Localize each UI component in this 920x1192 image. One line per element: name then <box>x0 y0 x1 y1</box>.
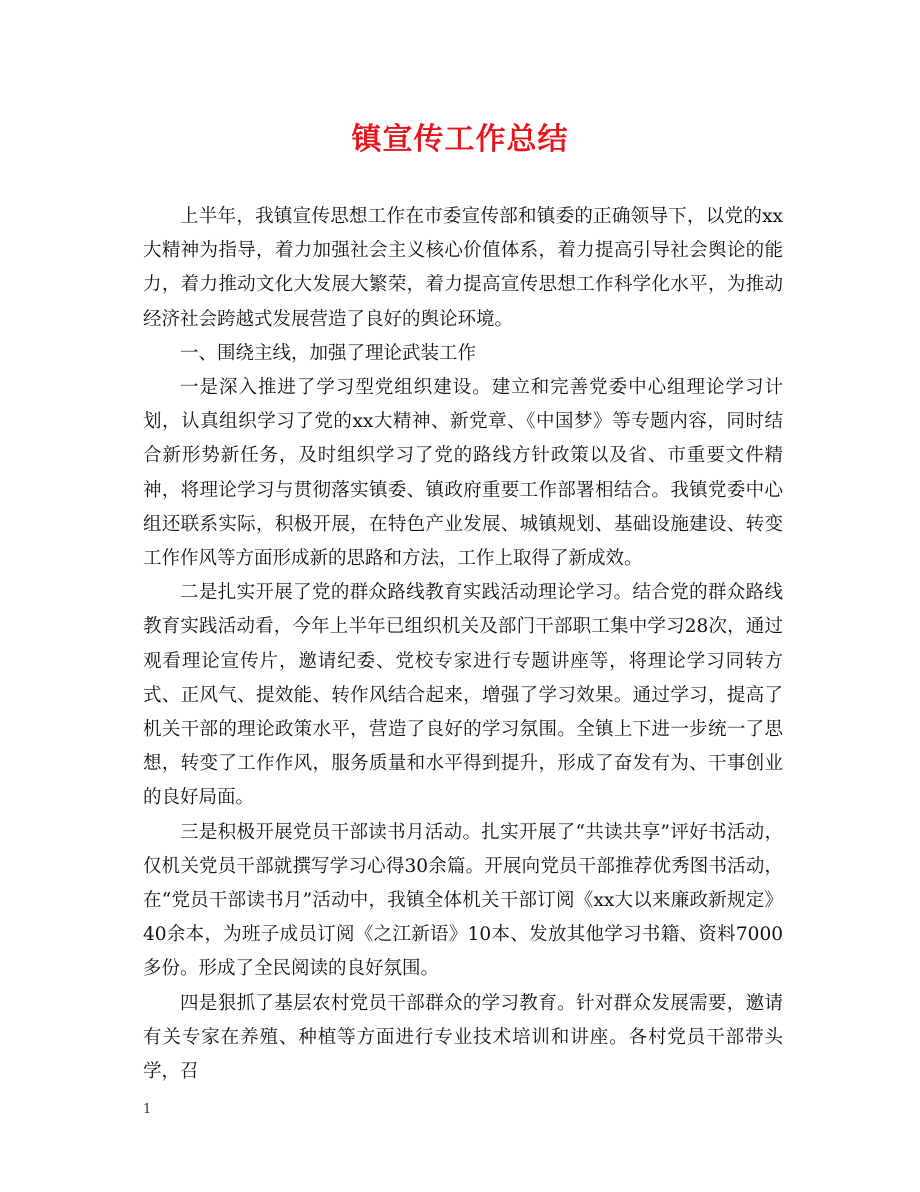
body-paragraph: 一是深入推进了学习型党组织建设。建立和完善党委中心组理论学习计划，认真组织学习了党的xx大精神、新党章、《中国梦》等专题内容，同时结合新形势新任务，及时组织学习了党的路线方针政策以及省、市重要文件精神，将理论学习与贯彻落实镇委、镇政府重要工作部署相结合。我镇党委中心组还联系实际，积极开展，在特色产业发展、城镇规划、基础设施建设、转变工作作风等方面形成新的思路和方法，工作上取得了新成效。 <box>143 377 783 570</box>
document-title: 镇宣传工作总结 <box>351 122 569 157</box>
intro-paragraph: 上半年，我镇宣传思想工作在市委宣传部和镇委的正确领导下，以党的xx大精神为指导，着力加强社会主义核心价值体系，着力提高引导社会舆论的能力，着力推动文化大发展大繁荣，着力提高宣传思想工作科学化水平，为推动经济社会跨越式发展营造了良好的舆论环境。 <box>143 206 783 330</box>
body-paragraph: 三是积极开展党员干部读书月活动。扎实开展了“共读共享”评好书活动，仅机关党员干部就撰写学习心得30余篇。开展向党员干部推荐优秀图书活动，在“党员干部读书月”活动中，我镇全体机关干部订阅《xx大以来廉政新规定》40余本，为班子成员订阅《之江新语》10本、发放其他学习书籍、资料7000多份。形成了全民阅读的良好氛围。 <box>143 821 783 980</box>
document-body <box>143 200 783 1089</box>
page-number: 1 <box>143 1102 152 1117</box>
body-paragraph: 二是扎实开展了党的群众路线教育实践活动理论学习。结合党的群众路线教育实践活动看，今年上半年已组织机关及部门干部职工集中学习28次，通过观看理论宣传片，邀请纪委、党校专家进行专题讲座等，将理论学习同转方式、正风气、提效能、转作风结合起来，增强了学习效果。通过学习，提高了机关干部的理论政策水平，营造了良好的学习氛围。全镇上下进一步统一了思想，转变了工作作风，服务质量和水平得到提升，形成了奋发有为、干事创业的良好局面。 <box>143 582 783 809</box>
section-heading: 一、围绕主线，加强了理论武装工作 <box>180 342 477 364</box>
body-paragraph: 四是狠抓了基层农村党员干部群众的学习教育。针对群众发展需要，邀请有关专家在养殖、种植等方面进行专业技术培训和讲座。各村党员干部带头学，召 <box>143 992 783 1083</box>
